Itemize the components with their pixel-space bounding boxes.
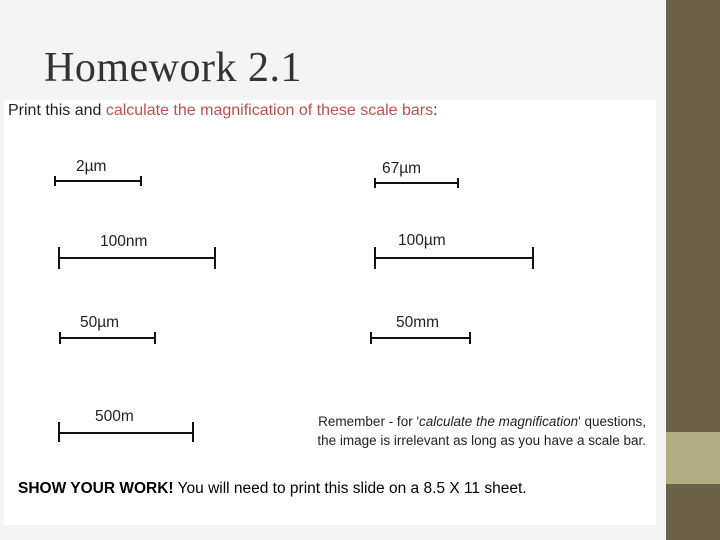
scale-bar-tick-left xyxy=(370,332,372,344)
remember-emphasis: calculate the magnification xyxy=(419,414,579,429)
instruction-accent: calculate the magnification of these scale bars xyxy=(105,102,434,119)
scale-bar-label: 50mm xyxy=(396,314,440,331)
scale-bar-label: 50µm xyxy=(80,314,120,331)
scale-bar-line xyxy=(58,432,194,434)
instruction-text xyxy=(8,102,438,120)
homework-image-panel xyxy=(4,100,656,525)
footer-rest: You will need to print this slide on a 8.5 X 11 sheet. xyxy=(173,480,527,497)
scale-bar-tick-right xyxy=(457,178,459,188)
scale-bar-tick-right xyxy=(140,176,142,186)
footer-bold: SHOW YOUR WORK! xyxy=(18,480,174,497)
scale-bar-line xyxy=(59,337,156,339)
scale-bar-tick-left xyxy=(58,422,60,442)
scale-bar-67um xyxy=(374,160,464,190)
remember-part-2: ' questions, xyxy=(578,414,646,429)
scale-bar-line xyxy=(58,257,216,259)
instruction-lead: Print this and xyxy=(8,102,106,119)
side-decoration-accent xyxy=(666,432,720,484)
scale-bar-line xyxy=(370,337,471,339)
scale-bar-label: 500m xyxy=(95,408,134,425)
scale-bar-tick-right xyxy=(214,247,216,269)
scale-bar-tick-left xyxy=(374,247,376,269)
scale-bar-500m xyxy=(58,408,198,448)
scale-bar-label: 100µm xyxy=(398,232,446,249)
scale-bar-2um xyxy=(54,158,144,188)
footer-instruction xyxy=(18,480,527,498)
instruction-end: : xyxy=(433,102,438,119)
scale-bar-label: 67µm xyxy=(382,160,422,177)
scale-bar-tick-left xyxy=(374,178,376,188)
scale-bar-tick-right xyxy=(532,247,534,269)
scale-bar-line xyxy=(374,182,459,184)
scale-bar-tick-right xyxy=(192,422,194,442)
scale-bar-100um xyxy=(374,232,539,272)
remember-line-2: the image is irrelevant as long as you have a scale bar. xyxy=(317,433,646,448)
remember-part-1: Remember - for ' xyxy=(318,414,420,429)
scale-bar-50mm xyxy=(370,314,474,346)
remember-line-1 xyxy=(272,412,646,431)
scale-bar-tick-left xyxy=(59,332,61,344)
scale-bar-tick-right xyxy=(469,332,471,344)
scale-bar-label: 2µm xyxy=(76,158,107,175)
slide-title: Homework 2.1 xyxy=(44,45,302,91)
remember-note xyxy=(272,412,646,450)
scale-bar-tick-right xyxy=(154,332,156,344)
scale-bar-label: 100nm xyxy=(100,233,148,250)
scale-bar-tick-left xyxy=(54,176,56,186)
scale-bar-line xyxy=(374,257,534,259)
scale-bar-50um xyxy=(59,314,159,346)
scale-bar-100nm xyxy=(58,233,218,273)
scale-bar-line xyxy=(54,180,142,182)
scale-bar-tick-left xyxy=(58,247,60,269)
